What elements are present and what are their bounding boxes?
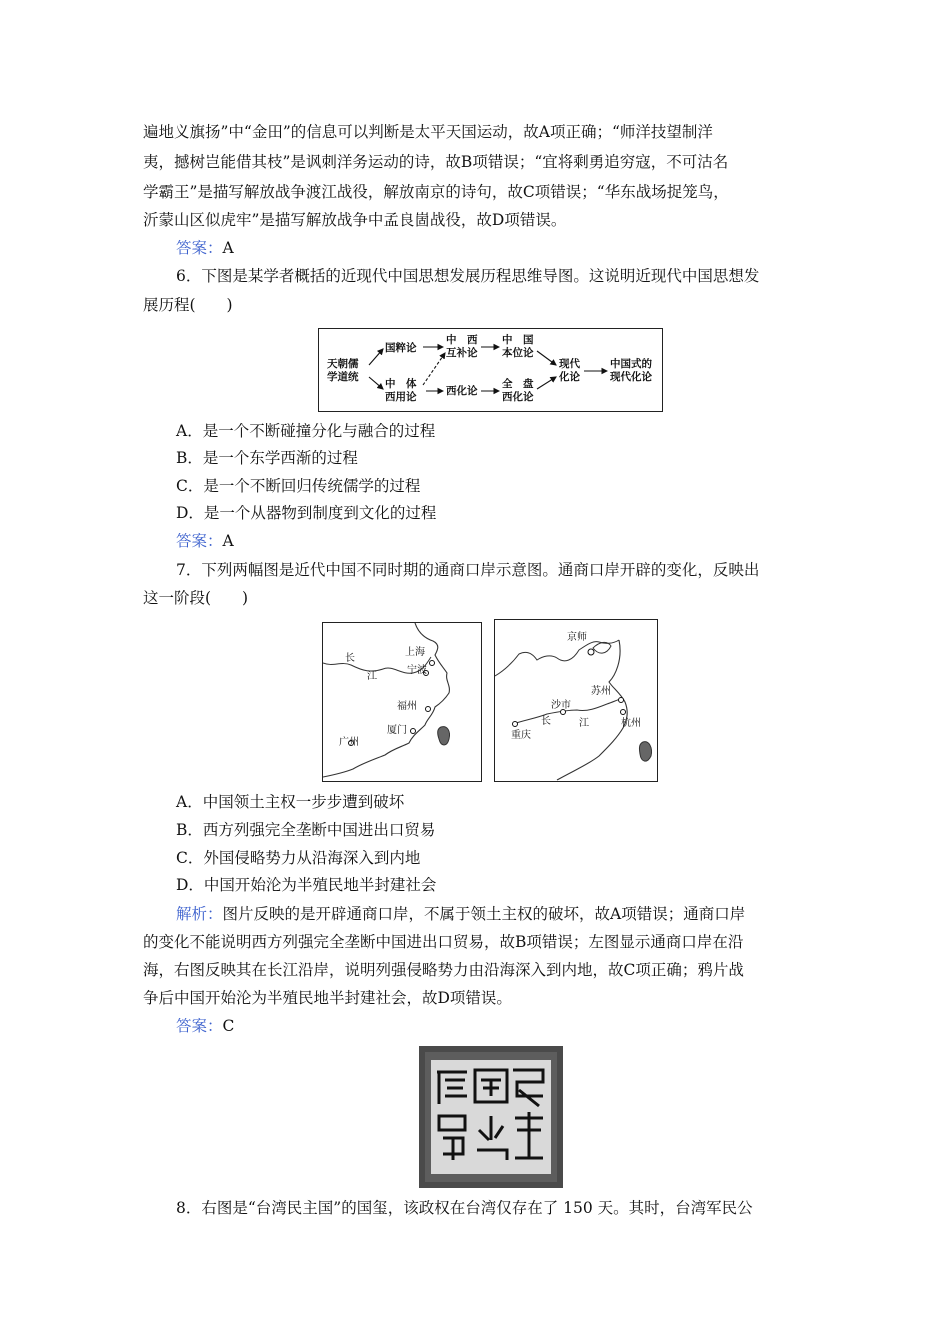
mindmap-node-xiandai: 现代 (559, 358, 580, 370)
q7-option: A．中国领土主权一步步遭到破坏 (176, 793, 405, 811)
q7-option: D．中国开始沦为半殖民地半封建社会 (176, 876, 437, 894)
seal-drawing (419, 1046, 563, 1188)
q6-option: D．是一个从器物到制度到文化的过程 (176, 504, 437, 522)
port-marker (621, 710, 626, 715)
map-right-drawing (495, 620, 657, 781)
mindmap-diagram (319, 329, 662, 411)
answer-value: A (222, 532, 234, 550)
q5-answer (176, 238, 856, 258)
q7-explanation-line (176, 904, 856, 924)
answer-label: 答案： (176, 532, 223, 550)
mindmap-node-final: 现代化论 (610, 371, 652, 383)
map-label-river: 长 (345, 653, 355, 664)
q5-explanation-line: 遍地义旗扬”中“金田”的信息可以判断是太平天国运动，故A项正确；“师洋技望制洋 (143, 123, 713, 141)
capital-marker (588, 649, 594, 655)
q5-explanation-line: 沂蒙山区似虎牢”是描写解放战争中孟良崮战役，故D项错误。 (143, 211, 567, 229)
map-label-port: 广州 (339, 737, 359, 748)
map-label-port: 福州 (397, 701, 417, 712)
map-label-port: 上海 (405, 647, 425, 658)
port-marker (619, 698, 624, 703)
explanation-label: 解析： (176, 905, 223, 923)
mindmap-figure (318, 328, 663, 412)
mindmap-arrow (537, 377, 556, 389)
q6-stem-line: 展历程( ) (143, 296, 233, 314)
map-label-port: 苏州 (591, 686, 611, 697)
q6-option: C．是一个不断回归传统儒学的过程 (176, 477, 421, 495)
mindmap-node-quanpan: 全 盘 (502, 378, 534, 390)
mindmap-node-hubu: 互补论 (446, 347, 478, 359)
taiwan-island (639, 742, 651, 761)
explanation-text: 图片反映的是开辟通商口岸，不属于领土主权的破坏，故A项错误；通商口岸 (222, 905, 746, 923)
map-label-port: 沙市 (551, 700, 571, 711)
q7-explanation-line: 的变化不能说明西方列强完全垄断中国进出口贸易，故B项错误；左图显示通商口岸在沿 (143, 933, 744, 951)
mindmap-node-benwei: 中 国 (502, 334, 534, 346)
q7-option: C．外国侵略势力从沿海深入到内地 (176, 849, 421, 867)
q5-explanation-line: 学霸王”是描写解放战争渡江战役，解放南京的诗句，故C项错误；“华东战场捉笼鸟， (143, 183, 729, 201)
port-marker (426, 707, 431, 712)
mindmap-arrow (369, 377, 383, 389)
q7-answer (176, 1016, 856, 1036)
q7-explanation-line: 争后中国开始沦为半殖民地半封建社会，故D项错误。 (143, 989, 512, 1007)
mindmap-node-xiandai: 化论 (559, 371, 580, 383)
q6-stem-line: 6．下图是某学者概括的近现代中国思想发展历程思维导图。这说明近现代中国思想发 (176, 267, 760, 285)
port-marker (411, 729, 416, 734)
map-label-river: 长 (541, 716, 551, 727)
map-right (494, 619, 658, 782)
q6-option: B．是一个东学西渐的过程 (176, 449, 358, 467)
seal-image (419, 1046, 563, 1188)
mindmap-node-benwei: 本位论 (502, 347, 534, 359)
mindmap-node-xihua: 西化论 (446, 385, 478, 397)
mindmap-node-start: 学道统 (327, 371, 359, 383)
map-label-capital: 京师 (567, 632, 587, 643)
map-label-port: 宁波 (407, 665, 427, 676)
q6-answer (176, 531, 856, 551)
mindmap-arrow (369, 349, 383, 365)
map-label-port: 重庆 (511, 730, 531, 741)
mindmap-arrow (537, 351, 556, 365)
q7-option: B．西方列强完全垄断中国进出口贸易 (176, 821, 436, 839)
mindmap-node-zhongti: 西用论 (385, 391, 417, 403)
mindmap-node-zhongti: 中 体 (385, 378, 417, 390)
coastline-north (495, 640, 619, 676)
q6-option: A．是一个不断碰撞分化与融合的过程 (176, 422, 436, 440)
answer-value: A (222, 239, 234, 257)
answer-value: C (222, 1017, 235, 1035)
port-marker (430, 661, 435, 666)
mindmap-node-quanpan: 西化论 (502, 391, 534, 403)
map-label-port: 杭州 (621, 718, 641, 729)
q5-explanation-line: 夷，撼树岂能借其枝”是讽刺洋务运动的诗，故B项错误；“宜将剩勇追穷寇，不可沽名 (143, 153, 729, 171)
peninsula (593, 642, 611, 653)
mindmap-node-final: 中国式的 (610, 358, 652, 370)
q7-stem-line: 7．下列两幅图是近代中国不同时期的通商口岸示意图。通商口岸开辟的变化，反映出 (176, 561, 760, 579)
map-label-port: 厦门 (387, 725, 407, 736)
map-label-river: 江 (367, 671, 377, 682)
map-left-drawing (323, 623, 481, 781)
mindmap-node-start: 天朝儒 (327, 358, 359, 370)
answer-label: 答案： (176, 1017, 223, 1035)
taiwan-island (438, 727, 450, 745)
map-label-river: 江 (579, 718, 589, 729)
map-left (322, 622, 482, 782)
coastline (323, 623, 449, 777)
port-marker (513, 722, 518, 727)
q8-stem-line: 8．右图是“台湾民主国”的国玺，该政权在台湾仅存在了 150 天。其时，台湾军民公 (176, 1199, 753, 1217)
mindmap-node-hubu: 中 西 (446, 334, 478, 346)
mindmap-arrow (423, 353, 445, 385)
q7-stem-line: 这一阶段( ) (143, 589, 249, 607)
mindmap-node-guocui: 国粹论 (385, 342, 417, 354)
answer-label: 答案： (176, 239, 223, 257)
q7-explanation-line: 海，右图反映其在长江沿岸，说明列强侵略势力由沿海深入到内地，故C项正确；鸦片战 (143, 961, 744, 979)
